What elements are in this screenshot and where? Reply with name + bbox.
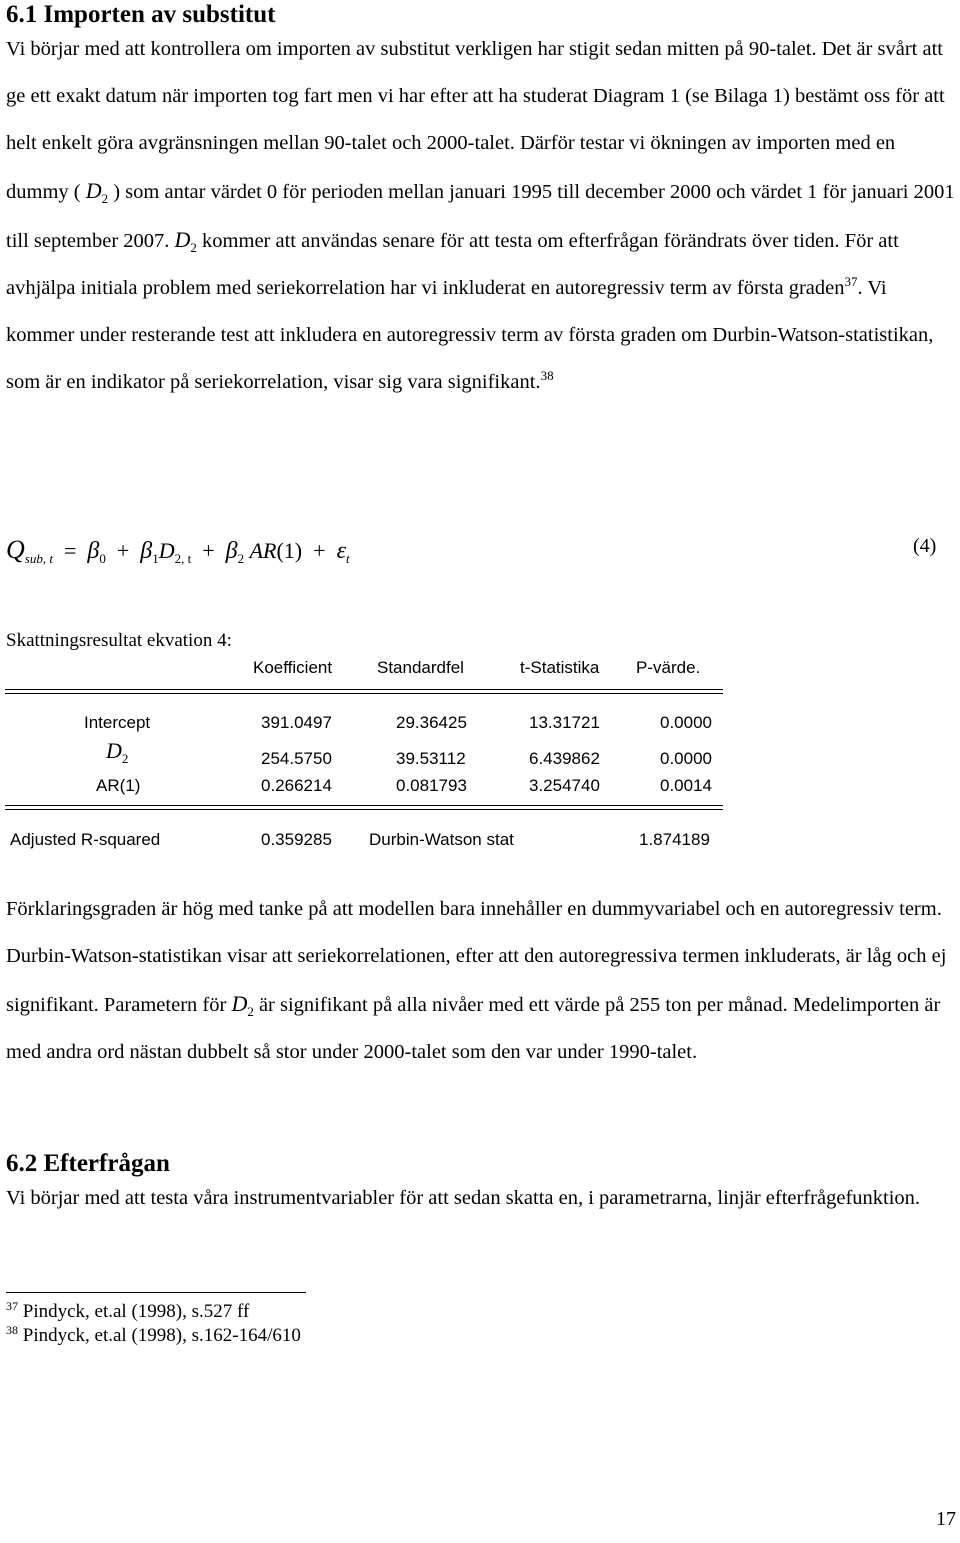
footnote-37: $^{37}$ Pindyck, et.al (1998), s.527 ff <box>6 1299 250 1322</box>
equation-number: (4) <box>913 535 937 557</box>
table-cell: 39.53112 <box>396 749 466 768</box>
footnote-38: $^{38}$ Pindyck, et.al (1998), s.162-164/610 <box>6 1323 301 1346</box>
table-cell: 0.266214 <box>261 776 332 795</box>
table-cell: 3.254740 <box>529 776 600 795</box>
paragraph-import <box>6 26 956 406</box>
table-cell: 0.0000 <box>660 749 712 768</box>
col-header-standardfel: Standardfel <box>377 658 464 677</box>
table-caption: Skattningsresultat ekvation 4: <box>6 630 232 651</box>
table-double-rule-bottom <box>5 805 723 810</box>
table-cell: 0.0000 <box>660 713 712 732</box>
durbin-watson-value: 1.874189 <box>639 830 710 849</box>
table-cell: 0.0014 <box>660 776 712 795</box>
table-double-rule-top <box>5 689 723 694</box>
paragraph-results <box>6 886 956 1076</box>
durbin-watson-label: Durbin-Watson stat <box>369 830 514 849</box>
para1-text-d: . Vi kommer under resterande test att inkludera en autoregressiv term av första graden om Durbin-Watson-statistikan, som är en indikator på seriekorrelation, visar sig vara signifikant. <box>6 277 934 393</box>
adjusted-r-squared-label: Adjusted R-squared <box>10 830 161 849</box>
para2-text-a: Förklaringsgraden är hög med tanke på att modellen bara innehåller en dummyvariabel och en autoregressiv term. Durbin-Watson-statistikan visar att seriekorrelationen, efter att den autoregressiva termen inkluderats, är låg och ej signifikant. Parametern för <box>6 898 947 1016</box>
footnote-separator <box>6 1292 306 1293</box>
dummy-symbol-d2: $D_2$ <box>231 991 254 1019</box>
col-header-p-varde: P-värde. <box>636 658 701 677</box>
para1-text-b: ) som antar värdet 0 för perioden mellan januari 1995 till december 2000 och värdet 1 för januari 2001 till september 2007. <box>6 181 955 252</box>
dummy-symbol-d2: $D_2$ <box>85 178 109 206</box>
table-cell: 254.5750 <box>261 749 332 768</box>
para1-text-c: kommer att användas senare för att testa om efterfrågan förändrats över tiden. För att avhjälpa initiala problem med seriekorrelation har vi inkluderat en autoregressiv term av första graden <box>6 230 899 299</box>
col-header-t-statistika: t-Statistika <box>520 658 600 677</box>
footnote-ref-37: 37 <box>844 274 858 289</box>
section-heading-6-1: 6.1 Importen av substitut <box>6 1 276 28</box>
row-label-intercept: Intercept <box>84 713 151 732</box>
para2-text-b: är signifikant på alla nivåer med ett värde på 255 ton per månad. Medelimporten är med andra ord nästan dubbelt så stor under 2000-talet som den var under 1990-talet. <box>6 994 941 1063</box>
table-cell: 13.31721 <box>529 713 600 732</box>
adjusted-r-squared-value: 0.359285 <box>261 830 332 849</box>
paragraph-efterfragan: Vi börjar med att testa våra instrumentvariabler för att sedan skatta en, i parametrarna, linjär efterfrågefunktion. <box>6 1187 921 1209</box>
section-heading-6-2: 6.2 Efterfrågan <box>6 1150 170 1177</box>
equation-4: $Q_{sub, t} = \beta_0 + \beta_1D_{2, t} + \beta_2$ $AR(1) + \varepsilon_t$ <box>6 535 350 566</box>
table-cell: 391.0497 <box>261 713 332 732</box>
para1-text-a: Vi börjar med att kontrollera om importen av substitut verkligen har stigit sedan mitten på 90-talet. Det är svårt att ge ett exakt datum när importen tog fart men vi har efter att ha studerat Diagram 1 (se Bilaga 1) bestämt oss för att helt enkelt göra avgränsningen mellan 90-talet och 2000-talet. Därför testar vi ökningen av importen med en dummy ( <box>6 38 945 203</box>
dummy-symbol-d2: $D_2$ <box>174 227 197 255</box>
table-cell: 6.439862 <box>529 749 600 768</box>
col-header-koefficient: Koefficient <box>253 658 333 677</box>
table-cell: 0.081793 <box>396 776 467 795</box>
table-cell: 29.36425 <box>396 713 467 732</box>
page-number: 17 <box>936 1508 956 1530</box>
row-label-ar1: AR(1) <box>96 776 141 795</box>
footnote-ref-38: 38 <box>540 368 554 383</box>
row-label-d2: $D_2$ <box>106 738 129 766</box>
